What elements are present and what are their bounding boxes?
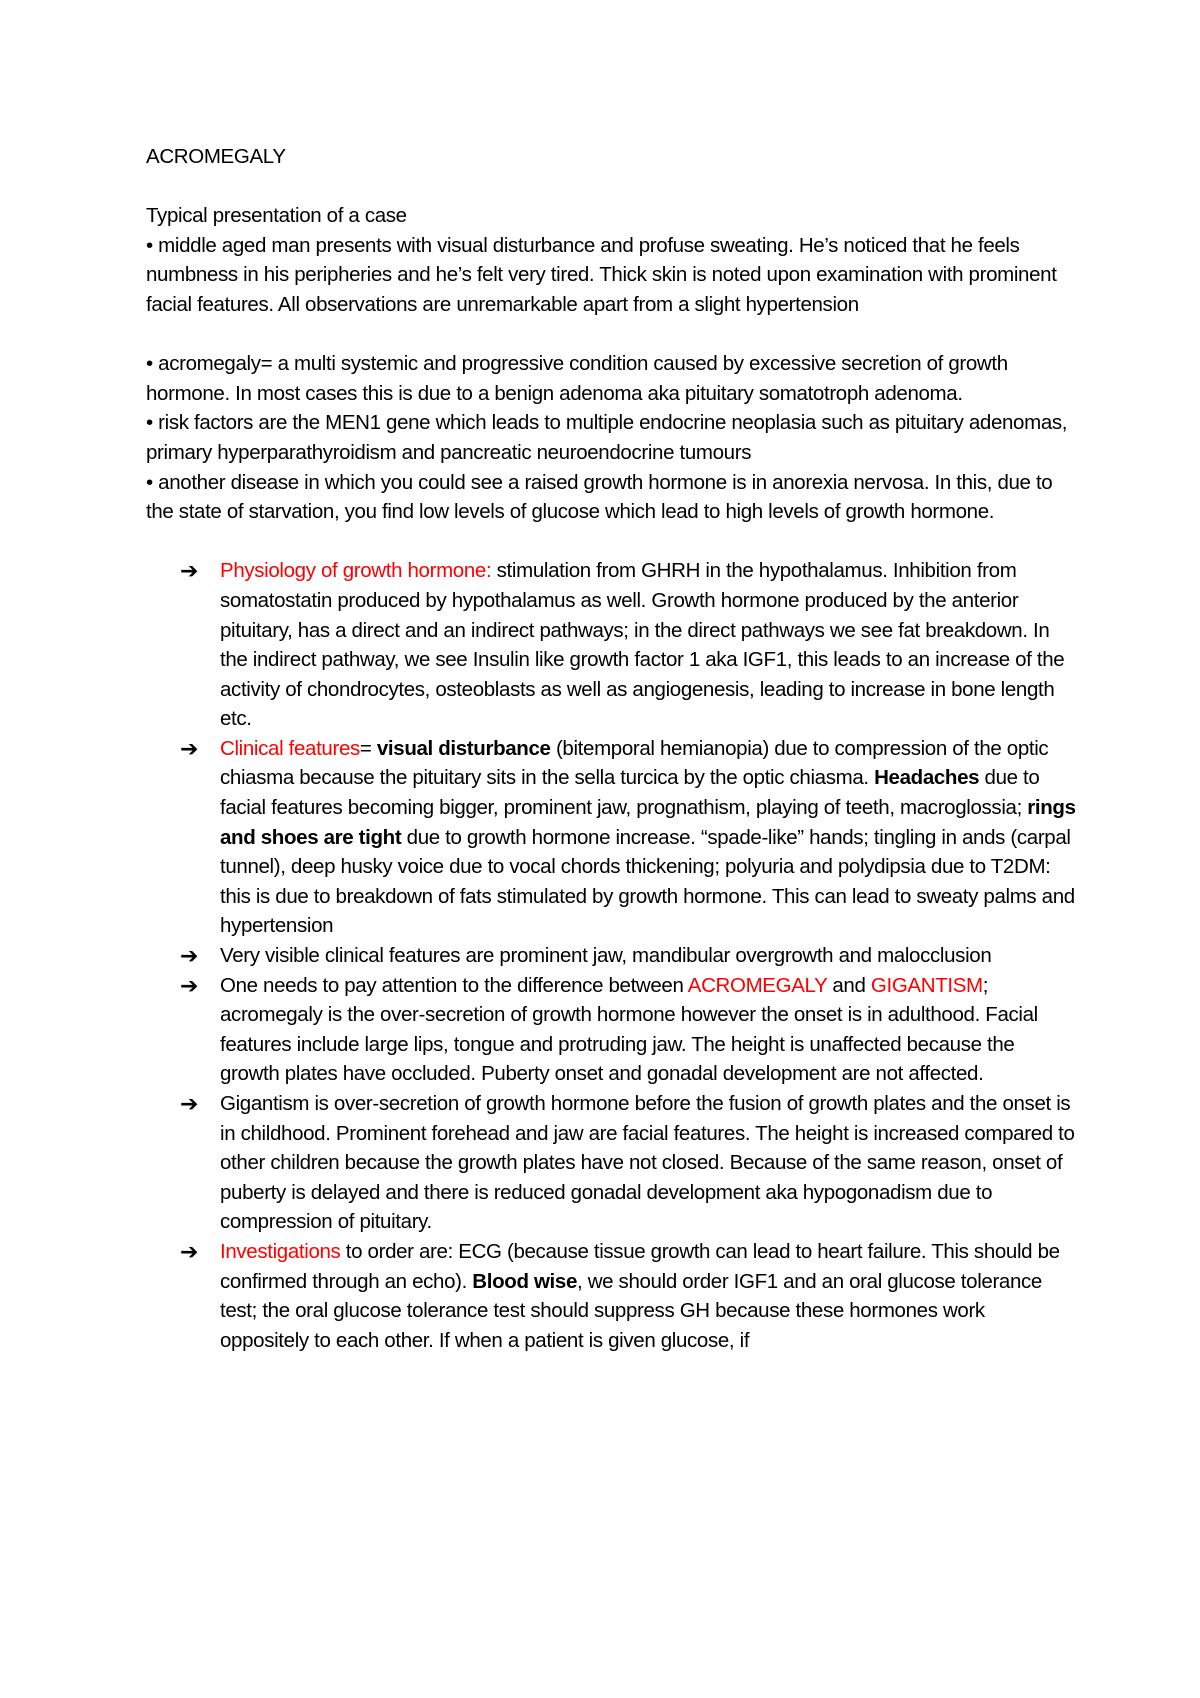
list-item-clinical — [146, 734, 1076, 941]
document-page — [146, 142, 1076, 1355]
clinical-text-2: (bitemporal hemianopia) due to compression of the optic chiasma because the pituitary sits in the sella turcica by the optic chiasma. — [220, 736, 1049, 790]
investigations-text-1: to order are: ECG (because tissue growth can lead to heart failure. This should be confirmed through an echo). — [220, 1239, 1060, 1293]
clinical-text-4: due to growth hormone increase. “spade-like” hands; tingling in ands (carpal tunnel), deep husky voice due to vocal chords thickening; polyuria and polydipsia due to T2DM: this is due to breakdown of fats stimulated by growth hormone. This can lead to sweaty palms and hypertension — [220, 825, 1075, 938]
difference-text-2: and — [827, 973, 871, 997]
investigations-text-2: , we should order IGF1 and an oral glucose tolerance test; the oral glucose tolerance test should suppress GH because these hormones work oppositely to each other. If when a patient is given glucose, if — [220, 1269, 1042, 1352]
list-item-gigantism — [146, 1089, 1076, 1237]
investigations-heading: Investigations — [220, 1239, 341, 1263]
visible-features-text: Very visible clinical features are prominent jaw, mandibular overgrowth and malocclusion — [220, 944, 992, 968]
difference-text-1: One needs to pay attention to the difference between — [220, 973, 688, 997]
arrow-icon: ➔ — [180, 1091, 199, 1116]
list-item-investigations — [146, 1237, 1076, 1355]
bullet-definition: • acromegaly= a multi systemic and progressive condition caused by excessive secretion of growth hormone. In most cases this is due to a benign adenoma aka pituitary somatotroph adenoma. — [146, 352, 1008, 405]
physiology-text: stimulation from GHRH in the hypothalamus. Inhibition from somatostatin produced by hypothalamus as well. Growth hormone produced by the anterior pituitary, has a direct and an indirect pathways; in the direct pathways we see fat breakdown. In the indirect pathway, we see Insulin like growth factor 1 aka IGF1, this leads to an increase of the activity of chondrocytes, osteoblasts as well as angiogenesis, leading to increase in bone length etc. — [220, 559, 1065, 731]
document-title: ACROMEGALY — [146, 145, 286, 168]
arrow-icon: ➔ — [180, 943, 199, 969]
list-item-physiology — [146, 556, 1076, 734]
spacer — [146, 320, 1076, 350]
arrow-icon: ➔ — [180, 1238, 199, 1264]
difference-acromegaly: ACROMEGALY — [687, 973, 828, 997]
difference-gigantism: GIGANTISM — [870, 973, 983, 997]
bullet-risk-factors: • risk factors are the MEN1 gene which leads to multiple endocrine neoplasia such as pituitary adenomas, primary hyperparathyroidism and pancreatic neuroendocrine tumours — [146, 411, 1068, 464]
physiology-heading: Physiology of growth hormone: — [220, 559, 492, 583]
bullet-anorexia: • another disease in which you could see a raised growth hormone is in anorexia nervosa. In this, due to the state of starvation, you find low levels of glucose which lead to high levels of growth hormone. — [146, 470, 1053, 524]
arrow-icon: ➔ — [180, 558, 199, 584]
arrow-icon: ➔ — [180, 735, 199, 761]
list-item-visible-features — [146, 941, 1076, 971]
case-text: • middle aged man presents with visual disturbance and profuse sweating. He’s noticed that he feels numbness in his peripheries and he’s felt very tired. Thick skin is noted upon examination with prominent facial features. All observations are unremarkable apart from a slight hypertension — [146, 233, 1057, 316]
investigations-bold-blood: Blood wise — [472, 1269, 578, 1293]
arrow-icon: ➔ — [180, 972, 199, 998]
list-item-difference — [146, 971, 1076, 1089]
clinical-bold-visual: visual disturbance — [376, 736, 551, 760]
clinical-bold-headaches: Headaches — [874, 766, 980, 790]
clinical-text-1: = — [359, 736, 377, 760]
spacer — [146, 527, 1076, 557]
clinical-text-3: due to facial features becoming bigger, prominent jaw, prognathism, playing of teeth, macroglossia; — [220, 766, 1040, 820]
difference-text-3: ; acromegaly is the over-secretion of growth hormone however the onset is in adulthood. Facial features include large lips, tongue and protruding jaw. The height is unaffected because the growth plates have occluded. Puberty onset and gonadal development are not affected. — [220, 973, 1038, 1086]
clinical-heading: Clinical features — [220, 736, 360, 760]
arrow-list — [146, 556, 1076, 1355]
gigantism-text: Gigantism is over-secretion of growth hormone before the fusion of growth plates and the onset is in childhood. Prominent forehead and jaw are facial features. The height is increased compared to other children because the growth plates have not closed. Because of the same reason, onset of puberty is delayed and there is reduced gonadal development aka hypogonadism due to compression of pituitary. — [220, 1092, 1075, 1234]
case-heading: Typical presentation of a case — [146, 204, 407, 228]
clinical-bold-rings: rings and shoes are tight — [220, 796, 1076, 849]
